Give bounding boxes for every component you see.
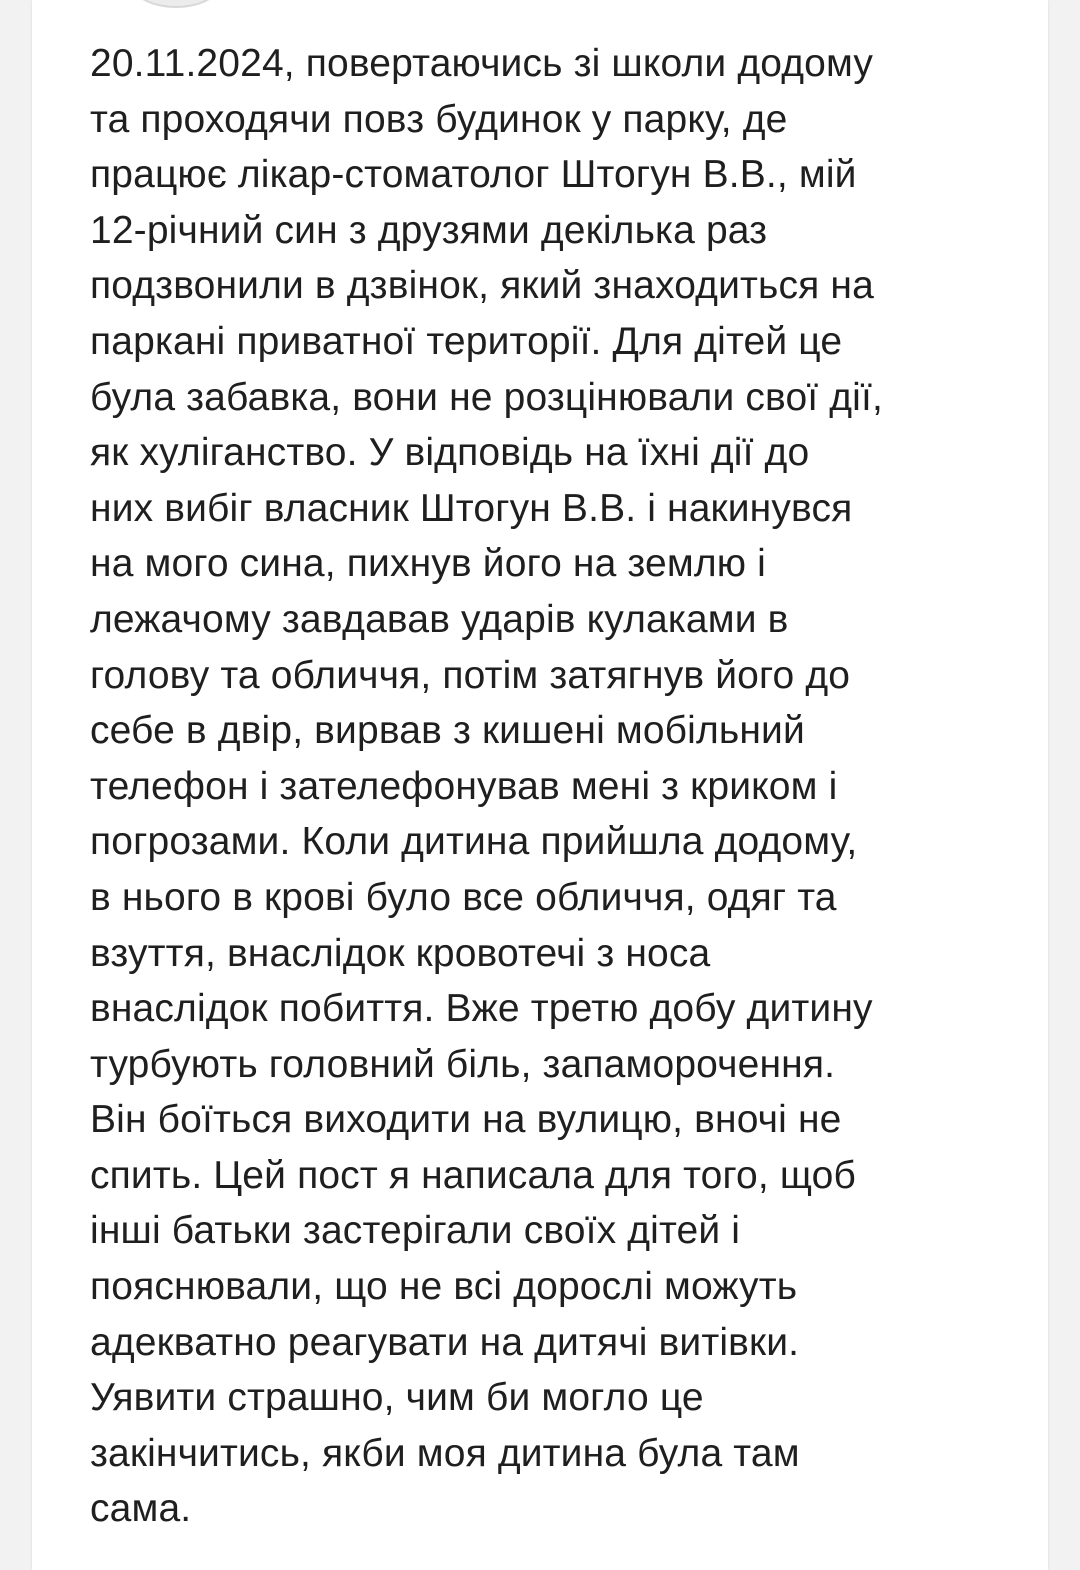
post-card: [32, 0, 1048, 1570]
post-text-line: 20.11.2024, повертаючись зі школи додому: [90, 42, 874, 85]
post-text-line: Уявити страшно, чим би могло це: [90, 1376, 704, 1420]
post-text: [90, 36, 1040, 1537]
post-text-line: взуття, внаслідок кровотечі з носа: [90, 931, 711, 975]
post-text-line: турбують головний біль, запаморочення.: [90, 1042, 836, 1086]
post-text-line: інші батьки застерігали своїх дітей і: [90, 1209, 741, 1253]
post-text-line: погрозами. Коли дитина прийшла додому,: [90, 820, 858, 864]
post-text-line: себе в двір, вирвав з кишені мобільний: [90, 709, 805, 753]
post-text-line: телефон і зателефонував мені з криком і: [90, 764, 838, 808]
post-text-line: та проходячи повз будинок у парку, де: [90, 97, 788, 141]
post-text-line: голову та обличчя, потім затягнув його до: [90, 653, 851, 697]
post-text-line: лежачому завдавав ударів кулаками в: [90, 597, 789, 641]
avatar[interactable]: [130, 0, 222, 8]
post-text-line: в нього в крові було все обличчя, одяг та: [90, 875, 837, 919]
post-text-line: Він боїться виходити на вулицю, вночі не: [90, 1098, 842, 1142]
post-text-line: паркані приватної території. Для дітей це: [90, 319, 843, 363]
post-text-line: спить. Цей пост я написала для того, щоб: [90, 1153, 856, 1197]
post-text-line: пояснювали, що не всі дорослі можуть: [90, 1265, 798, 1309]
post-text-line: сама.: [90, 1487, 192, 1531]
post-text-line: внаслідок побиття. Вже третю добу дитину: [90, 987, 873, 1031]
post-text-line: подзвонили в дзвінок, який знаходиться на: [90, 264, 874, 308]
post-text-line: працює лікар-стоматолог Штогун В.В., мій: [90, 153, 857, 197]
post-text-line: адекватно реагувати на дитячі витівки.: [90, 1320, 800, 1364]
post-text-line: закінчитись, якби моя дитина була там: [90, 1431, 800, 1475]
post-text-line: 12-річний син з друзями декілька раз: [90, 208, 768, 252]
post-text-line: на мого сина, пихнув його на землю і: [90, 542, 766, 586]
post-text-line: була забавка, вони не розцінювали свої дії,: [90, 375, 883, 419]
post-text-line: них вибіг власник Штогун В.В. і накинувся: [90, 486, 853, 530]
post-text-line: як хуліганство. У відповідь на їхні дії до: [90, 431, 810, 475]
